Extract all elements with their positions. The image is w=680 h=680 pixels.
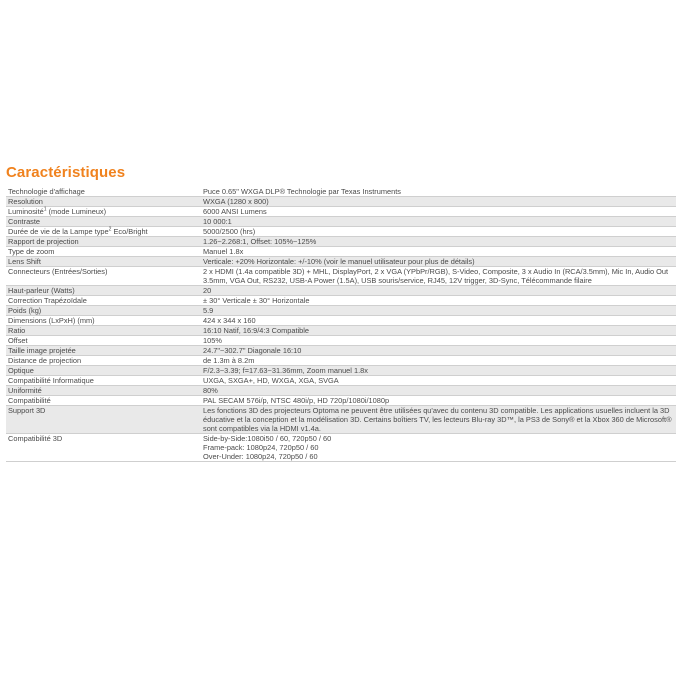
spec-label xyxy=(6,434,201,462)
spec-value xyxy=(201,316,676,326)
spec-value-text: 424 x 344 x 160 xyxy=(203,316,256,325)
spec-label xyxy=(6,316,201,326)
spec-row xyxy=(6,306,676,316)
spec-value-text: 20 xyxy=(203,286,212,295)
spec-table-body xyxy=(6,187,676,462)
spec-row xyxy=(6,316,676,326)
spec-value-line: Frame-pack: 1080p24, 720p50 / 60 xyxy=(203,443,319,452)
spec-value-text: 5.9 xyxy=(203,306,214,315)
spec-value-text: F/2.3~3.39; f=17.63~31.36mm, Zoom manuel 1.8x xyxy=(203,366,368,375)
spec-label xyxy=(6,247,201,257)
spec-value-text: 5000/2500 (hrs) xyxy=(203,227,256,236)
spec-label-suffix: Eco/Bright xyxy=(111,227,148,236)
spec-value-text: Manuel 1.8x xyxy=(203,247,244,256)
spec-label xyxy=(6,197,201,207)
spec-label-text: Ratio xyxy=(8,326,26,335)
spec-value-text: 6000 ANSI Lumens xyxy=(203,207,267,216)
spec-label-text: Compatibilité Informatique xyxy=(8,376,94,385)
spec-value xyxy=(201,336,676,346)
spec-value-text: Verticale: +20% Horizontale: +/-10% (voir le manuel utilisateur pour plus de détails) xyxy=(203,257,475,266)
spec-label-suffix: (mode Lumineux) xyxy=(46,207,107,216)
spec-row xyxy=(6,257,676,267)
spec-value-text: ± 30° Verticale ± 30° Horizontale xyxy=(203,296,310,305)
spec-row xyxy=(6,356,676,366)
spec-value xyxy=(201,396,676,406)
spec-value xyxy=(201,386,676,396)
spec-row xyxy=(6,396,676,406)
spec-value-text: 2 x HDMI (1.4a compatible 3D) + MHL, DisplayPort, 2 x VGA (YPbPr/RGB), S-Video, Composite, 3 x Audio In (RCA/3.5mm), Mic In, Audio Out 3.5mm, VGA Out, RS232, USB-A Power (1.5A), USB souris/service, RJ45, 12V trigger, 3D-Sync, Télécommande filaire xyxy=(203,267,669,285)
spec-row xyxy=(6,346,676,356)
spec-value-text: Puce 0.65" WXGA DLP® Technologie par Texas Instruments xyxy=(203,187,401,196)
spec-value xyxy=(201,286,676,296)
spec-value xyxy=(201,346,676,356)
spec-label xyxy=(6,366,201,376)
spec-row xyxy=(6,376,676,386)
spec-value xyxy=(201,197,676,207)
spec-value-text: UXGA, SXGA+, HD, WXGA, XGA, SVGA xyxy=(203,376,339,385)
spec-label-text: Rapport de projection xyxy=(8,237,79,246)
spec-value xyxy=(201,267,676,286)
spec-label-text: Correction Trapézoïdale xyxy=(8,296,87,305)
spec-label-text: Dimensions (LxPxH) (mm) xyxy=(8,316,95,325)
spec-value xyxy=(201,247,676,257)
spec-row xyxy=(6,207,676,217)
spec-label xyxy=(6,346,201,356)
spec-value xyxy=(201,376,676,386)
spec-value-text: 1.26~2.268:1, Offset: 105%~125% xyxy=(203,237,317,246)
spec-value xyxy=(201,187,676,197)
section-title: Caractéristiques xyxy=(6,164,126,181)
spec-sheet xyxy=(6,163,676,462)
spec-label xyxy=(6,296,201,306)
spec-label-text: Connecteurs (Entrées/Sorties) xyxy=(8,267,108,276)
spec-row xyxy=(6,267,676,286)
spec-value-text: 105% xyxy=(203,336,222,345)
spec-value-text: 80% xyxy=(203,386,218,395)
spec-value-line: Over-Under: 1080p24, 720p50 / 60 xyxy=(203,452,318,461)
spec-row xyxy=(6,227,676,237)
spec-value xyxy=(201,217,676,227)
spec-row xyxy=(6,336,676,346)
spec-value-text: Les fonctions 3D des projecteurs Optoma ne peuvent être utilisées qu'avec du contenu 3D compatible. Les applications usuelles incluent la 3D éducative et la conception et la modélisation 3D. Certains boîtiers TV, les lecteurs Blu-ray 3D™, la PS3 de Sony® et la Xbox 360 de Microsoft® sont compatibles via la HDMI v1.4a. xyxy=(203,406,672,433)
spec-label xyxy=(6,207,201,217)
spec-value-text: PAL SECAM 576i/p, NTSC 480i/p, HD 720p/1080i/1080p xyxy=(203,396,390,405)
spec-row xyxy=(6,296,676,306)
spec-value xyxy=(201,306,676,316)
spec-label xyxy=(6,326,201,336)
spec-label xyxy=(6,267,201,286)
spec-label-text: Compatibilité 3D xyxy=(8,434,63,443)
footnote-marker: 1 xyxy=(43,206,47,213)
spec-value xyxy=(201,356,676,366)
spec-label-text: Haut-parleur (Watts) xyxy=(8,286,75,295)
spec-row xyxy=(6,286,676,296)
footnote-marker: 2 xyxy=(108,226,112,233)
spec-value-text: 16:10 Natif, 16:9/4:3 Compatible xyxy=(203,326,309,335)
spec-value xyxy=(201,434,676,462)
spec-row xyxy=(6,326,676,336)
spec-label-text: Poids (kg) xyxy=(8,306,42,315)
spec-label xyxy=(6,227,201,237)
spec-label xyxy=(6,386,201,396)
spec-label-text: Type de zoom xyxy=(8,247,55,256)
spec-value xyxy=(201,227,676,237)
spec-value xyxy=(201,366,676,376)
spec-label xyxy=(6,406,201,434)
spec-value xyxy=(201,296,676,306)
spec-label xyxy=(6,257,201,267)
spec-label-text: Lens Shift xyxy=(8,257,41,266)
spec-label-text: Contraste xyxy=(8,217,41,226)
spec-value-text: WXGA (1280 x 800) xyxy=(203,197,269,206)
spec-row xyxy=(6,197,676,207)
spec-value xyxy=(201,257,676,267)
spec-label-text: Offset xyxy=(8,336,28,345)
spec-row xyxy=(6,217,676,227)
spec-label xyxy=(6,396,201,406)
spec-label-text: Optique xyxy=(8,366,34,375)
spec-value-text: 10 000:1 xyxy=(203,217,232,226)
spec-label-text: Support 3D xyxy=(8,406,46,415)
spec-row xyxy=(6,434,676,462)
spec-label-text: Technologie d'affichage xyxy=(8,187,85,196)
spec-label xyxy=(6,306,201,316)
spec-row xyxy=(6,247,676,257)
spec-label xyxy=(6,187,201,197)
spec-label-text: Compatibilité xyxy=(8,396,51,405)
spec-label-text: Durée de vie de la Lampe type xyxy=(8,227,109,236)
spec-value-text: de 1.3m à 8.2m xyxy=(203,356,255,365)
spec-label-text: Resolution xyxy=(8,197,43,206)
spec-row xyxy=(6,187,676,197)
spec-label xyxy=(6,237,201,247)
spec-label xyxy=(6,356,201,366)
spec-label-text: Distance de projection xyxy=(8,356,82,365)
spec-row xyxy=(6,386,676,396)
spec-row xyxy=(6,237,676,247)
spec-row xyxy=(6,366,676,376)
spec-label xyxy=(6,286,201,296)
spec-table xyxy=(6,187,676,462)
spec-label-text: Taille image projetée xyxy=(8,346,76,355)
spec-label xyxy=(6,376,201,386)
spec-value-line: Side-by-Side:1080i50 / 60, 720p50 / 60 xyxy=(203,434,332,443)
spec-label xyxy=(6,336,201,346)
spec-row xyxy=(6,406,676,434)
spec-label xyxy=(6,217,201,227)
spec-value xyxy=(201,406,676,434)
spec-value xyxy=(201,326,676,336)
spec-label-text: Luminosité xyxy=(8,207,44,216)
spec-value-text: 24.7"~302.7" Diagonale 16:10 xyxy=(203,346,302,355)
spec-value xyxy=(201,237,676,247)
spec-label-text: Uniformité xyxy=(8,386,42,395)
spec-value xyxy=(201,207,676,217)
